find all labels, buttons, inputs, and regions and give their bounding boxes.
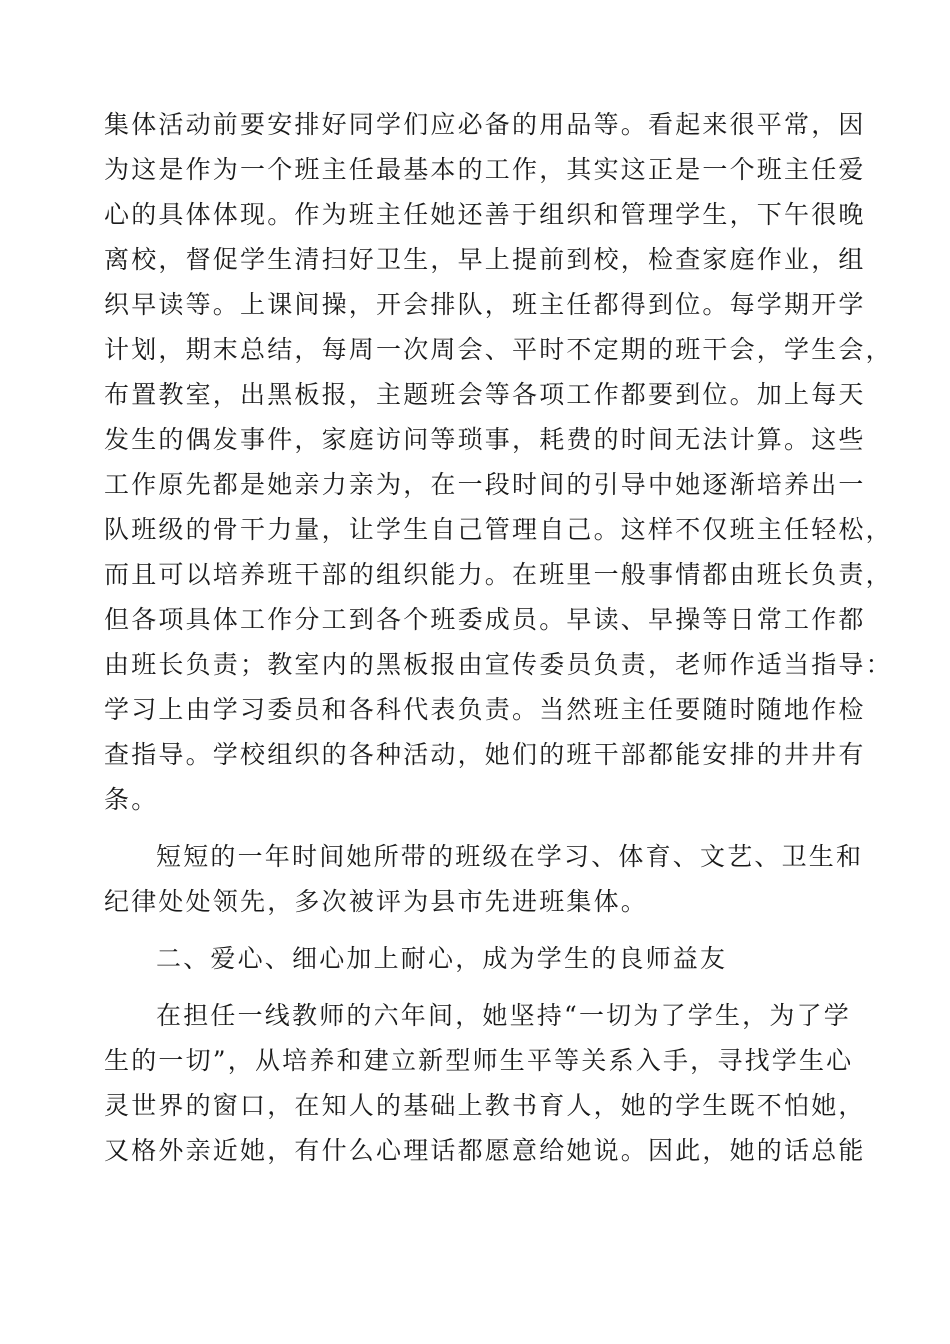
paragraph-spacer — [104, 924, 826, 936]
text-line: 纪律处处领先，多次被评为县市先进班集体。 — [104, 887, 649, 916]
text-line: 灵世界的窗口，在知人的基础上教书育人，她的学生既不怕她， — [104, 1091, 866, 1120]
paragraph-teacher-student — [104, 993, 866, 1173]
text-line: 离校，督促学生清扫好卫生，早上提前到校，检查家庭作业，组 — [104, 245, 866, 274]
text-line: 又格外亲近她，有什么心理话都愿意给她说。因此，她的话总能 — [104, 1136, 866, 1165]
text-line: 集体活动前要安排好同学们应必备的用品等。看起来很平常，因 — [104, 110, 866, 139]
section-heading — [104, 936, 826, 981]
text-line: 心的具体体现。作为班主任她还善于组织和管理学生，下午很晚 — [104, 200, 866, 229]
text-line: 布置教室，出黑板报，主题班会等各项工作都要到位。加上每天 — [104, 380, 866, 409]
paragraph-achievements — [104, 834, 864, 924]
text-line: 织早读等。上课间操，开会排队，班主任都得到位。每学期开学 — [104, 290, 866, 319]
text-line: 短短的一年时间她所带的班级在学习、体育、文艺、卫生和 — [156, 842, 864, 871]
text-line: 计划，期末总结，每周一次周会、平时不定期的班干会，学生会， — [104, 335, 893, 364]
text-line: 工作原先都是她亲力亲为，在一段时间的引导中她逐渐培养出一 — [104, 470, 866, 499]
text-line: 查指导。学校组织的各种活动，她们的班干部都能安排的井井有 — [104, 740, 866, 769]
text-line: 但各项具体工作分工到各个班委成员。早读、早操等日常工作都 — [104, 605, 866, 634]
text-line: 为这是作为一个班主任最基本的工作，其实这正是一个班主任爱 — [104, 155, 866, 184]
text-line: 队班级的骨干力量，让学生自己管理自己。这样不仅班主任轻松， — [104, 515, 893, 544]
text-line: 而且可以培养班干部的组织能力。在班里一般事情都由班长负责， — [104, 560, 893, 589]
text-line: 学习上由学习委员和各科代表负责。当然班主任要随时随地作检 — [104, 695, 866, 724]
paragraph-class-management — [104, 102, 893, 822]
text-line: 条。 — [104, 785, 159, 814]
text-line: 在担任一线教师的六年间，她坚持“一切为了学生，为了学 — [156, 1001, 851, 1030]
text-line: 生的一切”，从培养和建立新型师生平等关系入手，寻找学生心 — [104, 1046, 854, 1075]
text-line: 由班长负责；教室内的黑板报由宣传委员负责，老师作适当指导： — [104, 650, 893, 679]
text-line: 发生的偶发事件，家庭访问等琐事，耗费的时间无法计算。这些 — [104, 425, 866, 454]
document-body — [104, 102, 893, 1173]
paragraph-spacer — [104, 981, 826, 993]
paragraph-spacer — [104, 822, 826, 834]
heading-text: 二、爱心、细心加上耐心，成为学生的良师益友 — [156, 944, 728, 973]
